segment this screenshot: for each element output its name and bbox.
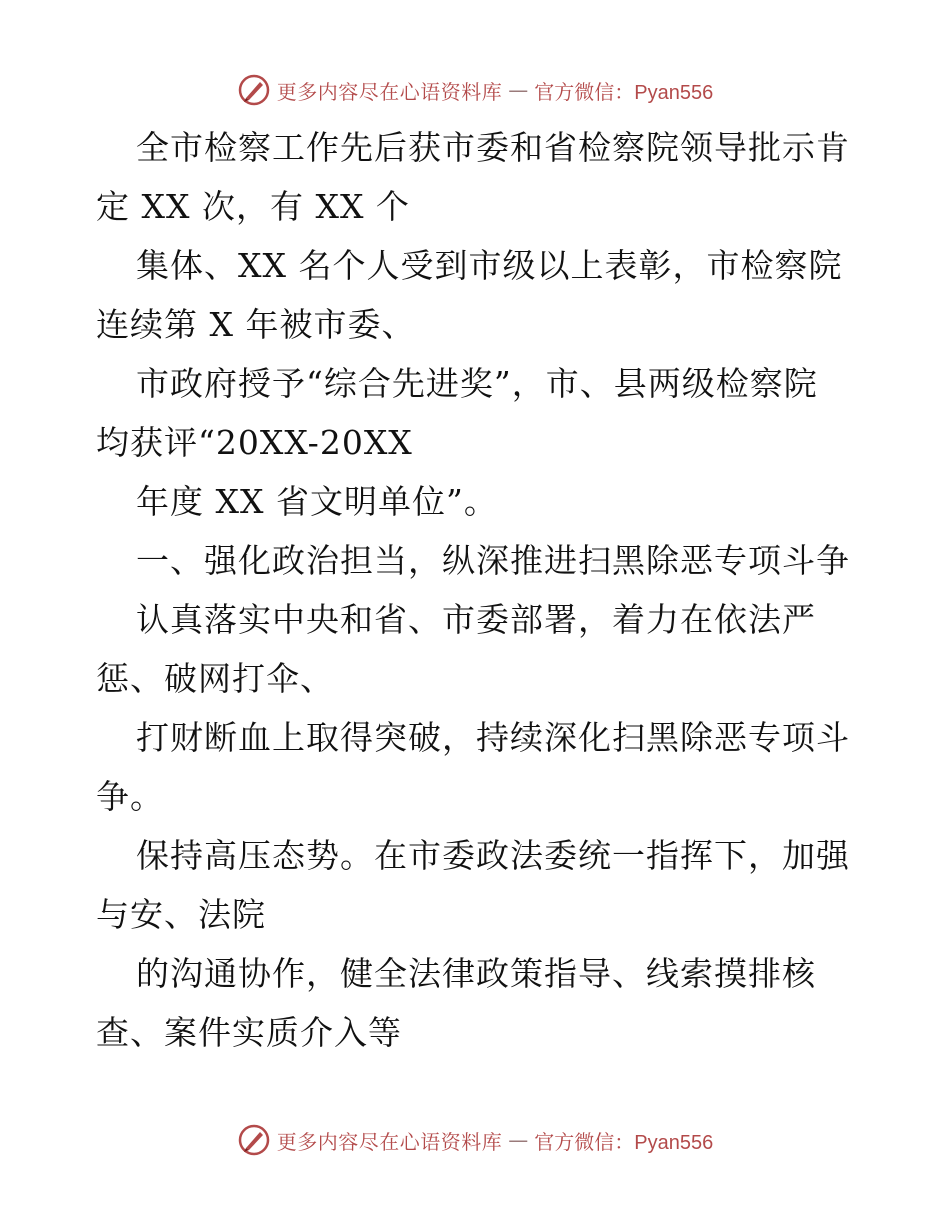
paragraph-line: 惩、破网打伞、 [96,659,334,698]
paragraph-line: 全市检察工作先后获市委和省检察院领导批示肯 [136,128,850,167]
paragraph-line: 连续第 X 年被市委、 [96,305,416,344]
document-body [96,118,856,1062]
watermark-text: 更多内容尽在心语资料库 [276,1129,503,1154]
watermark-separator: — [508,78,529,102]
paragraph-line: 打财断血上取得突破，持续深化扫黑除恶专项斗 [136,718,850,757]
section-heading: 一、强化政治担当，纵深推进扫黑除恶专项斗争 [136,541,850,580]
paragraph-line: 争。 [96,777,164,816]
paragraph-line: 查、案件实质介入等 [96,1013,402,1052]
paragraph-line: 集体、XX 名个人受到市级以上表彰，市检察院 [136,246,843,285]
paragraph-line: 保持高压态势。在市委政法委统一指挥下，加强 [136,836,850,875]
watermark-separator: — [508,1128,529,1152]
paragraph-line: 年度 XX 省文明单位”。 [136,482,498,521]
paragraph-line: 市政府授予“综合先进奖”，市、县两级检察院 [136,364,818,403]
paragraph-line: 均获评“20XX-20XX [96,423,413,462]
paragraph-line: 认真落实中央和省、市委部署，着力在依法严 [136,600,816,639]
pen-logo-icon [237,73,271,107]
watermark-contact: 官方微信：Pyan556 [534,1131,714,1154]
footer-watermark [0,1120,950,1160]
header-watermark [0,70,950,110]
paragraph-line: 定 XX 次，有 XX 个 [96,187,410,226]
pen-logo-icon [237,1123,271,1157]
paragraph-line: 与安、法院 [96,895,266,934]
watermark-contact: 官方微信：Pyan556 [534,81,714,104]
paragraph-line: 的沟通协作，健全法律政策指导、线索摸排核 [136,954,816,993]
watermark-text: 更多内容尽在心语资料库 [276,79,503,104]
